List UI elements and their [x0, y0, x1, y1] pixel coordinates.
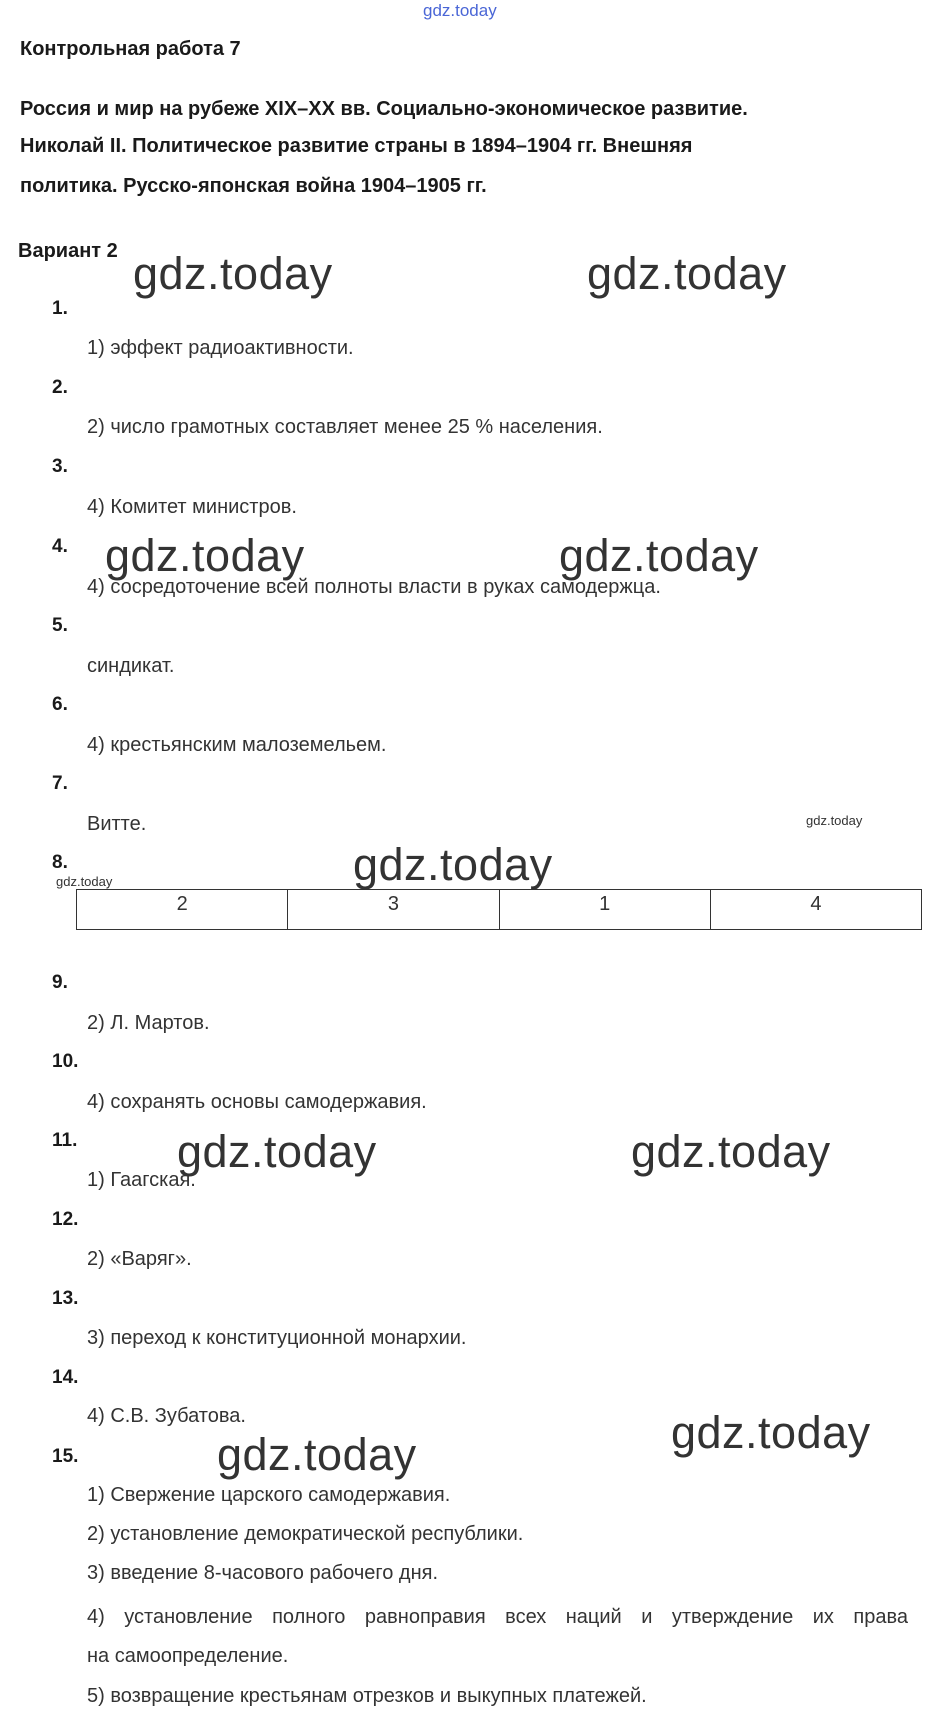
- answer-text: 3) переход к конституционной монархии.: [87, 1327, 467, 1349]
- question-number: 4.: [52, 536, 68, 557]
- question-number: 14.: [52, 1367, 79, 1388]
- answer-text: синдикат.: [87, 655, 175, 677]
- watermark: gdz.today: [353, 839, 553, 890]
- table-cell: 4: [710, 890, 921, 930]
- answer-list-item-continuation: на самоопределение.: [87, 1645, 289, 1667]
- watermark: gdz.today: [105, 530, 305, 581]
- answer-text: 1) Гаагская.: [87, 1169, 196, 1191]
- watermark: gdz.today: [631, 1126, 831, 1177]
- watermark: gdz.today: [587, 248, 787, 299]
- answer-list-item: 2) установление демократической республики.: [87, 1523, 524, 1545]
- watermark-small: gdz.today: [56, 874, 113, 889]
- answer-text: Витте.: [87, 813, 147, 835]
- variant-heading: Вариант 2: [18, 240, 118, 262]
- header-watermark-link[interactable]: gdz.today: [423, 1, 497, 20]
- answer-list-item: 1) Свержение царского самодержавия.: [87, 1484, 451, 1506]
- question-number: 6.: [52, 694, 68, 715]
- answer-text: 2) число грамотных составляет менее 25 % населения.: [87, 416, 603, 438]
- answer-text: 4) крестьянским малоземельем.: [87, 734, 387, 756]
- question-number: 1.: [52, 298, 68, 319]
- table-cell: 1: [499, 890, 710, 930]
- question-number: 3.: [52, 456, 68, 477]
- answer-text: 4) С.В. Зубатова.: [87, 1405, 246, 1427]
- answer-text: 2) «Варяг».: [87, 1248, 192, 1270]
- question-number: 12.: [52, 1209, 79, 1230]
- watermark: gdz.today: [671, 1407, 871, 1458]
- topic-line-1: Россия и мир на рубеже XIX–XX вв. Социально-экономическое развитие.: [20, 98, 748, 120]
- question-number: 2.: [52, 377, 68, 398]
- sequence-answer-table: [76, 889, 922, 930]
- question-number: 8.: [52, 852, 68, 873]
- table-cell: 3: [288, 890, 499, 930]
- question-number: 9.: [52, 972, 68, 993]
- topic-line-3: политика. Русско-японская война 1904–1905 гг.: [20, 175, 487, 197]
- question-number: 5.: [52, 615, 68, 636]
- answer-text: 4) Комитет министров.: [87, 496, 297, 518]
- answer-list-item: 4) установление полного равноправия всех наций и утверждение их права: [87, 1606, 908, 1628]
- watermark: gdz.today: [217, 1429, 417, 1480]
- watermark: gdz.today: [133, 248, 333, 299]
- answer-text: 4) сохранять основы самодержавия.: [87, 1091, 427, 1113]
- question-number: 7.: [52, 773, 68, 794]
- answer-text: 2) Л. Мартов.: [87, 1012, 210, 1034]
- topic-line-2: Николай II. Политическое развитие страны в 1894–1904 гг. Внешняя: [20, 135, 693, 157]
- question-number: 11.: [52, 1130, 78, 1151]
- answer-list-item: 3) введение 8-часового рабочего дня.: [87, 1562, 439, 1584]
- watermark-small: gdz.today: [806, 813, 863, 828]
- question-number: 10.: [52, 1051, 79, 1072]
- watermark: gdz.today: [177, 1126, 377, 1177]
- page-title: Контрольная работа 7: [20, 38, 241, 60]
- answer-text: 1) эффект радиоактивности.: [87, 337, 354, 359]
- answer-list-item: 5) возвращение крестьянам отрезков и выкупных платежей.: [87, 1685, 647, 1707]
- table-cell: 2: [77, 890, 288, 930]
- watermark: gdz.today: [559, 530, 759, 581]
- question-number: 15.: [52, 1446, 79, 1467]
- question-number: 13.: [52, 1288, 79, 1309]
- answer-text: 4) сосредоточение всей полноты власти в руках самодержца.: [87, 576, 661, 598]
